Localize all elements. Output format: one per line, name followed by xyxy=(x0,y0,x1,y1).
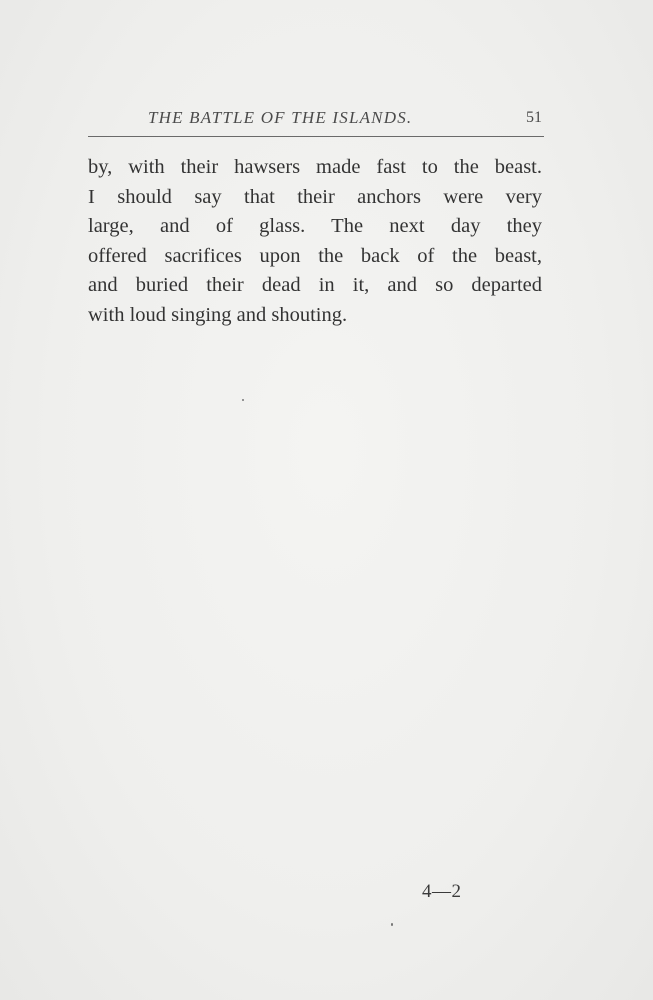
header-rule xyxy=(88,136,544,137)
text-line: and buried their dead in it, and so departed xyxy=(88,274,542,296)
text-line: large, and of glass. The next day they xyxy=(88,215,542,237)
running-title: THE BATTLE OF THE ISLANDS. xyxy=(148,108,413,127)
paper-speck xyxy=(391,923,393,926)
signature-mark: 4—2 xyxy=(422,881,462,902)
body-text xyxy=(88,153,542,330)
page-number: 51 xyxy=(526,109,542,126)
running-head xyxy=(88,108,544,132)
text-line: I should say that their anchors were very xyxy=(88,185,542,208)
text-line: with loud singing and shouting. xyxy=(88,303,348,326)
paper-speck xyxy=(242,399,244,401)
text-line: by, with their hawsers made fast to the beast. xyxy=(88,156,542,178)
text-line: offered sacrifices upon the back of the beast, xyxy=(88,244,542,267)
